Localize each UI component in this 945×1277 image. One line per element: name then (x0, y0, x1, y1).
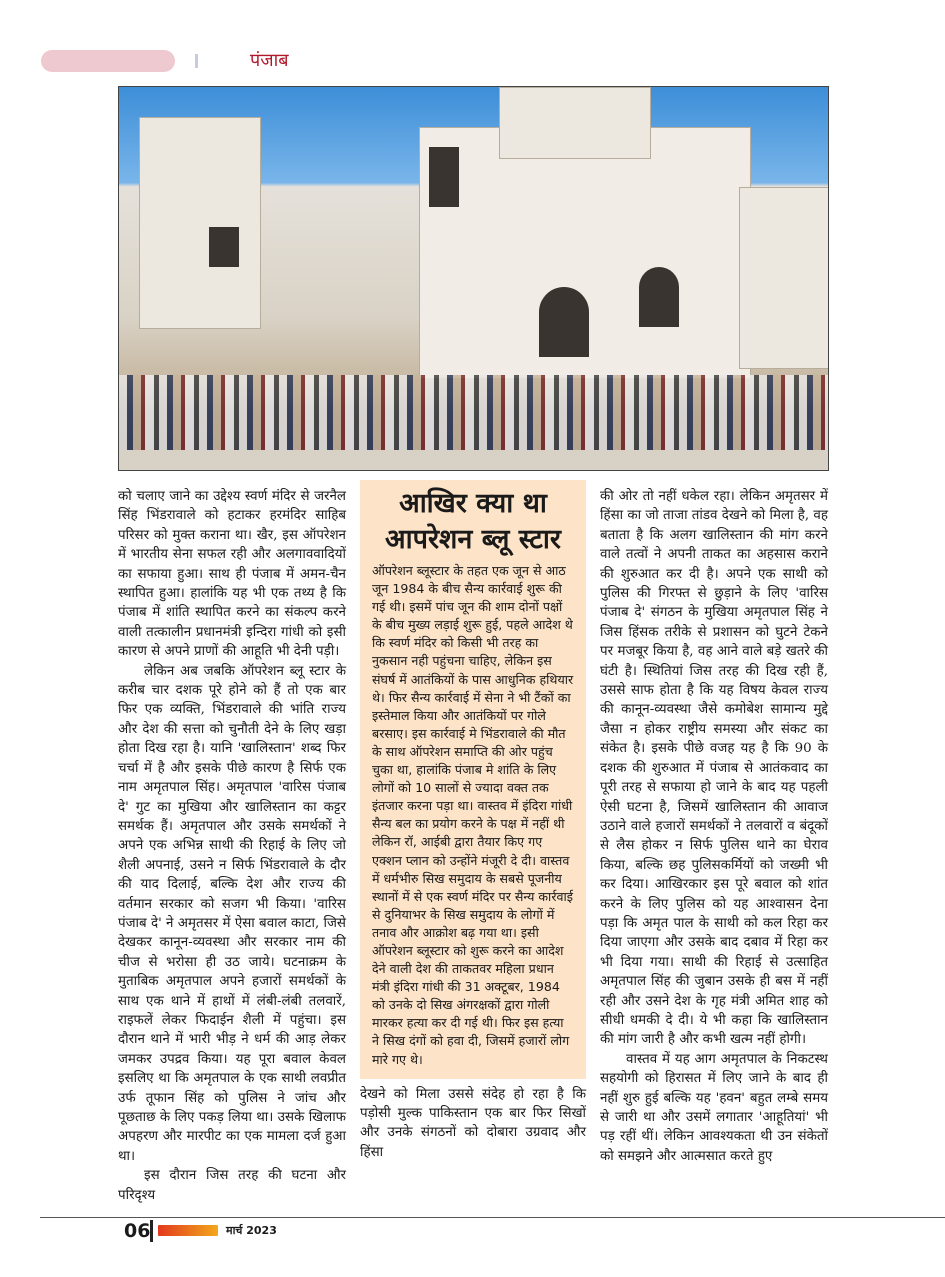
paragraph: वास्तव में यह आग अमृतपाल के निकटस्थ सहयोगी को हिरासत में लिए जाने के बाद ही नहीं शुरु हुई बल्कि यह 'हवन' बहुत लम्बे समय से जारी था और उसमें लगातार 'आहूतियां' भी पड़ रहीं थीं। लेकिन आवश्यकता थी उन संकेतों को समझने और आत्मसात करते हुए (600, 1051, 828, 1164)
photo-ground (119, 450, 828, 470)
page-footer (0, 1217, 945, 1277)
paragraph: की ओर तो नहीं धकेल रहा। लेकिन अमृतसर में हिंसा का जो ताजा तांडव देखने को मिला है, वह बताता है कि अलग खालिस्तान की मांग करने वाले तत्वों ने अपनी ताकत का अहसास कराने की शुरुआत कर दी है। अपने एक साथी को पुलिस की गिरफ्त से छुड़ाने के लिए 'वारिस पंजाब दे' संगठन के मुखिया अमृतपाल सिंह ने जिस हिंसक तरीके से प्रशासन को घुटने टेकने पर मजबूर किया है, वह आने वाले बड़े खतरे की घंटी है। स्थितियां जिस तरह की दिख रही हैं, उससे साफ होता है कि यह विषय केवल राज्य की कानून-व्यवस्था जैसे कमोबेश सामान्य मुद्दे जैसा न होकर राष्ट्रीय समस्या और संकट का संकेत है। इसके पीछे वजह यह है कि 90 के दशक की शुरुआत में पंजाब से आतंकवाद का पूरी तरह से सफाया हो जाने के बाद यह पहली ऐसी घटना है, जिसमें खालिस्तान की आवाज उठाने वाले हजारों समर्थकों ने तलवारों व बंदूकों से लैस होकर न सिर्फ पुलिस थाने का घेराव किया, बल्कि छह पुलिसकर्मियों को जख्मी भी कर दिया। आखिरकार इस पूरे बवाल को शांत करने के लिए पुलिस को यह आश्वासन देना पड़ा कि अमृत पाल के साथी को कल रिहा कर दिया जाएगा और उसके बाद दबाव में रिहा कर भी दिया गया। साथी की रिहाई से उत्साहित अमृतपाल सिंह की जुबान उसके ही बस में नहीं रही और उसने देश के गृह मंत्री अमित शाह को सीधी धमकी दे दी। ये भी कहा कि खालिस्तान की मांग जारी है और कभी खत्म नहीं होगी। (600, 489, 828, 1048)
paragraph: इस दौरान जिस तरह की घटना और परिदृश्य (118, 1168, 346, 1203)
page-number: 06 (124, 1220, 151, 1243)
article-columns (118, 480, 828, 1205)
box-title (360, 480, 586, 562)
box-title-line-1: आखिर क्या था (399, 488, 547, 519)
paragraph: को चलाए जाने का उद्देश्य स्वर्ण मंदिर से जरनैल सिंह भिंडरावाले को हटाकर हरमंदिर साहिब परिसर को मुक्त कराना था। खैर, इस ऑपरेशन में भारतीय सेना सफल रही और अलगाववादियों का सफाया हुआ। साथ ही पंजाब में अमन-चैन स्थापित हुआ। हालांकि यह भी एक तथ्य है कि पंजाब में शांति स्थापित करने का संकल्प करने वाली तत्कालीन प्रधानमंत्री इन्दिरा गांधी को इसी कारण से अपने प्राणों की आहूति भी देनी पड़ी। (118, 489, 346, 660)
photo-window (209, 227, 239, 267)
header-pill (41, 50, 175, 72)
box-title-line-2: आपरेशन ब्लू स्टार (385, 524, 561, 555)
photo-building-left (139, 117, 261, 329)
article-column-1 (118, 480, 346, 1205)
magazine-logo (158, 1225, 218, 1236)
photo-tower (499, 87, 651, 159)
footer-divider (150, 1220, 153, 1242)
paragraph: लेकिन अब जबकि ऑपरेशन ब्लू स्टार के करीब चार दशक पूरे होने को हैं तो एक बार फिर एक व्यक्ति, भिंडरावाले की भांति राज्य और देश की सत्ता को चुनौती देने के लिए खड़ा होता दिख रहा है। यानि 'खालिस्तान' शब्द फिर चर्चा में है और इसके पीछे कारण है सिर्फ एक नाम अमृतपाल सिंह। अमृतपाल 'वारिस पंजाब दे' गुट का मुखिया और खालिस्तान का कट्टर समर्थक हैं। अमृतपाल और उसके समर्थकों ने अपने एक अभिन्न साथी की रिहाई के लिए जो शैली अपनाई, उसने न सिर्फ भिंडरावाले के दौर की याद दिलाई, बल्कि देश और राज्य की वर्तमान सरकार को सजग भी किया। 'वारिस पंजाब दे' ने अमृतसर में ऐसा बवाल काटा, जिसे देखकर कानून-व्यवस्था और सरकार नाम की चीज से भरोसा ही उठ जाये। घटनाक्रम के मुताबिक अमृतपाल अपने हजारों समर्थकों के साथ एक थाने में हाथों में लंबी-लंबी तलवारें, राइफलें लेकर फिदाईन शैली में पहुंचा। इस दौरान थाने में भारी भीड़ ने धर्म की आड़ लेकर जमकर उपद्रव किया। यह पूरा बवाल केवल इसलिए था कि अमृतपाल के एक साथी लवप्रीत उर्फ तूफान सिंह को पुलिस ने जांच और पूछताछ के लिए पकड़ लिया था। उसके खिलाफ अपहरण और मारपीट का एक मामला दर्ज हुआ था। (118, 663, 346, 1164)
sidebar-box (360, 480, 586, 1079)
box-body: ऑपरेशन ब्लूस्टार के तहत एक जून से आठ जून 1984 के बीच सैन्य कार्रवाई शुरू की गई थी। इसमें पांच जून की शाम दोनों पक्षों के बीच मुख्य लड़ाई शुरू हुई, पहले आदेश थे कि स्वर्ण मंदिर को किसी भी तरह का नुकसान नही पहुंचना चाहिए, लेकिन इस संघर्ष में आतंकियों के पास आधुनिक हथियार थे। फिर सैन्य कार्रवाई में सेना ने भी टैंकों का इस्तेमाल किया और आतंकियों पर गोले बरसाए। इस कार्रवाई मे भिंडरावाले की मौत के साथ ऑपरेशन समाप्ति की ओर पहुंच चुका था, हालांकि पंजाब मे शांति के लिए लोगों को 10 सालों से ज्यादा वक्त तक इंतजार करना पड़ा था। वास्तव में इंदिरा गांधी सैन्य बल का प्रयोग करने के पक्ष में नहीं थी लेकिन रॉ, आईबी द्वारा तैयार किए गए एक्शन प्लान को उन्होंने मंजूरी दे दी। वास्तव में धर्मभीरु सिख समुदाय के सबसे पूजनीय स्थानों में से एक स्वर्ण मंदिर पर सैन्य कार्रवाई से दुनियाभर के सिख समुदाय के लोगों में तनाव और आक्रोश बढ़ गया था। इसी ऑपरेशन ब्लूस्टार को शुरू करने का आदेश देने वाली देश की ताकतवर महिला प्रधान मंत्री इंदिरा गांधी की 31 अक्टूबर, 1984 को उनके दो सिख अंगरक्षकों द्वारा गोली मारकर हत्या कर दी गई थी। फिर इस हत्या ने सिख दंगों को हवा दी, जिसमें हजारों लोग मारे गए थे। (372, 563, 574, 1067)
header-divider (195, 54, 198, 68)
photo-arch (539, 287, 589, 357)
photo-building-right (739, 187, 829, 369)
photo-window (429, 147, 459, 207)
article-column-3 (600, 480, 828, 1166)
photo-arch (639, 267, 679, 327)
issue-date: मार्च 2023 (226, 1224, 277, 1238)
footer-rule (40, 1217, 945, 1218)
article-column-2-wrapper (360, 480, 586, 1162)
paragraph: देखने को मिला उससे संदेह हो रहा है कि पड़ोसी मुल्क पाकिस्तान एक बार फिर सिखों और उनके संगठनों को दोबारा उग्रवाद और हिंसा (360, 1086, 586, 1160)
article-column-2 (360, 1085, 586, 1163)
section-title: पंजाब (250, 50, 289, 71)
article-photo (118, 86, 829, 471)
